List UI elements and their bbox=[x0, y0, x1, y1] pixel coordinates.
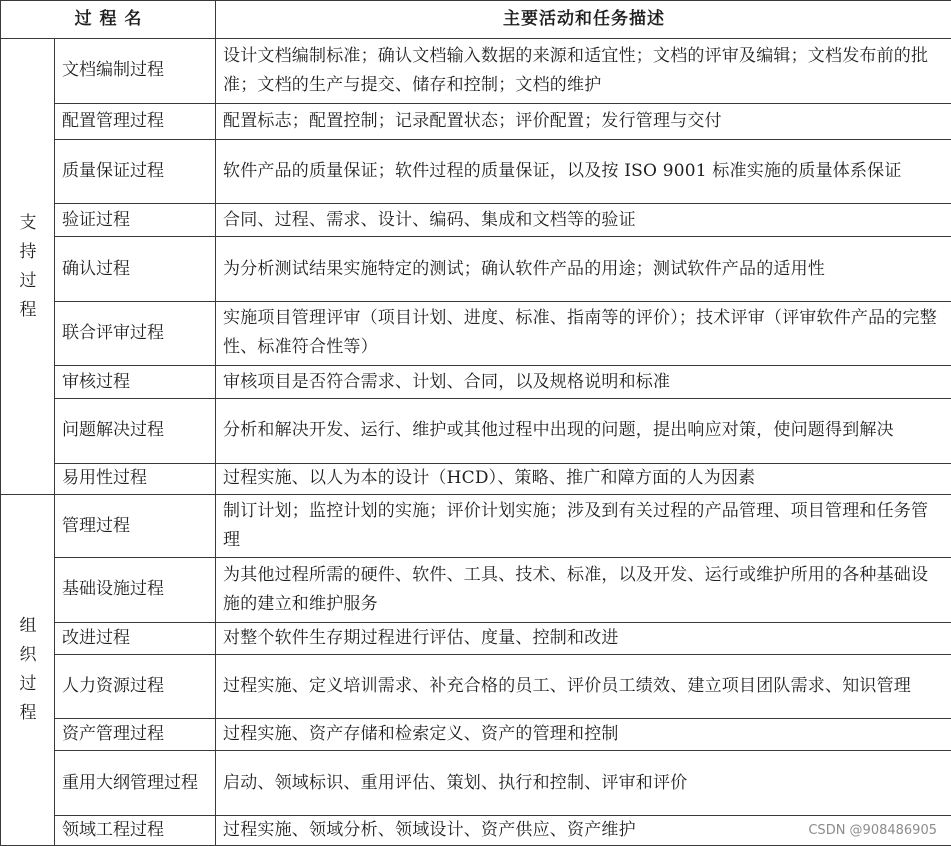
table-row bbox=[1, 494, 951, 557]
process-description: 合同、过程、需求、设计、编码、集成和文档等的验证 bbox=[216, 204, 951, 237]
process-name: 问题解决过程 bbox=[55, 399, 216, 463]
process-name: 人力资源过程 bbox=[55, 654, 216, 718]
process-name: 领域工程过程 bbox=[55, 815, 216, 845]
table-header-row bbox=[1, 1, 951, 39]
process-description: 分析和解决开发、运行、维护或其他过程中出现的问题，提出响应对策，使问题得到解决 bbox=[216, 399, 951, 463]
table-row bbox=[1, 622, 951, 654]
process-description: 设计文档编制标准；确认文档输入数据的来源和适宜性；文档的评审及编辑；文档发布前的批准；文档的生产与提交、储存和控制；文档的维护 bbox=[216, 39, 951, 103]
table-row bbox=[1, 237, 951, 301]
process-name: 联合评审过程 bbox=[55, 301, 216, 365]
process-description: 过程实施、以人为本的设计（HCD）、策略、推广和障方面的人为因素 bbox=[216, 463, 951, 494]
process-name: 资产管理过程 bbox=[55, 719, 216, 751]
table-row bbox=[1, 301, 951, 365]
table-row bbox=[1, 399, 951, 463]
table-row bbox=[1, 558, 951, 622]
table-row bbox=[1, 366, 951, 399]
process-description: 过程实施、定义培训需求、补充合格的员工、评价员工绩效、建立项目团队需求、知识管理 bbox=[216, 654, 951, 718]
process-description: 审核项目是否符合需求、计划、合同，以及规格说明和标准 bbox=[216, 366, 951, 399]
process-description: 过程实施、资产存储和检索定义、资产的管理和控制 bbox=[216, 719, 951, 751]
table-row bbox=[1, 751, 951, 815]
process-name: 验证过程 bbox=[55, 204, 216, 237]
table-row bbox=[1, 654, 951, 718]
support-process-group: 支持过程 bbox=[1, 39, 55, 495]
table-row bbox=[1, 39, 951, 103]
organization-process-group: 组织过程 bbox=[1, 494, 55, 845]
process-description: 为其他过程所需的硬件、软件、工具、技术、标准，以及开发、运行或维护所用的各种基础设施的建立和维护服务 bbox=[216, 558, 951, 622]
process-name: 配置管理过程 bbox=[55, 103, 216, 139]
table-row bbox=[1, 139, 951, 203]
process-description: 软件产品的质量保证；软件过程的质量保证，以及按 ISO 9001 标准实施的质量体系保证 bbox=[216, 139, 951, 203]
process-description: 对整个软件生存期过程进行评估、度量、控制和改进 bbox=[216, 622, 951, 654]
process-name: 质量保证过程 bbox=[55, 139, 216, 203]
process-name-header: 过 程 名 bbox=[1, 1, 216, 39]
process-name: 文档编制过程 bbox=[55, 39, 216, 103]
process-name: 改进过程 bbox=[55, 622, 216, 654]
table-row bbox=[1, 719, 951, 751]
process-description: 启动、领域标识、重用评估、策划、执行和控制、评审和评价 bbox=[216, 751, 951, 815]
process-name: 基础设施过程 bbox=[55, 558, 216, 622]
process-name: 重用大纲管理过程 bbox=[55, 751, 216, 815]
table-row bbox=[1, 204, 951, 237]
process-description: 过程实施、领域分析、领域设计、资产供应、资产维护 bbox=[216, 815, 951, 845]
process-name: 确认过程 bbox=[55, 237, 216, 301]
process-name: 易用性过程 bbox=[55, 463, 216, 494]
process-description: 实施项目管理评审（项目计划、进度、标准、指南等的评价）；技术评审（评审软件产品的完整性、标准符合性等） bbox=[216, 301, 951, 365]
watermark: CSDN @908486905 bbox=[808, 823, 937, 838]
process-description: 为分析测试结果实施特定的测试；确认软件产品的用途；测试软件产品的适用性 bbox=[216, 237, 951, 301]
process-description: 配置标志；配置控制；记录配置状态；评价配置；发行管理与交付 bbox=[216, 103, 951, 139]
process-description: 制订计划；监控计划的实施；评价计划实施；涉及到有关过程的产品管理、项目管理和任务管理 bbox=[216, 494, 951, 557]
table-row bbox=[1, 463, 951, 494]
process-name: 审核过程 bbox=[55, 366, 216, 399]
table-row bbox=[1, 103, 951, 139]
process-name: 管理过程 bbox=[55, 494, 216, 557]
activity-description-header: 主要活动和任务描述 bbox=[216, 1, 951, 39]
